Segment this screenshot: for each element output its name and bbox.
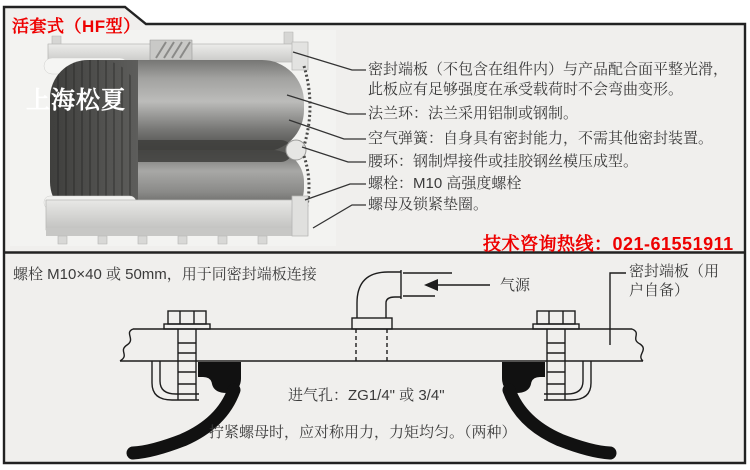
callout-seal-plate-1: 密封端板（不包含在组件内）与产品配合面平整光滑， bbox=[368, 61, 729, 78]
brand-watermark: 上海松夏 bbox=[26, 87, 126, 114]
bottom-flange-plate bbox=[46, 200, 304, 230]
callout-air-spring: 空气弹簧：自身具有密封能力，不需其他密封装置。 bbox=[368, 130, 714, 147]
plate-lip bbox=[46, 228, 304, 236]
inlet-spec-note: 进气孔：ZG1/4" 或 3/4" bbox=[288, 387, 445, 404]
hotline-phone: 技术咨询热线：021-61551911 bbox=[483, 234, 734, 254]
callout-bolt: 螺栓：M10 高强度螺栓 bbox=[368, 175, 522, 192]
seal-plate-label bbox=[629, 262, 719, 300]
bolt-spec-note: 螺栓 M10×40 或 50mm，用于同密封端板连接 bbox=[13, 266, 317, 283]
callout-seal-plate-2: 此板应有足够强度在承受载荷时不会弯曲变形。 bbox=[368, 81, 684, 98]
plate-end-cap bbox=[292, 196, 308, 236]
callout-nut-washer: 螺母及锁紧垫圈。 bbox=[368, 196, 489, 213]
seal-plate-label-line1: 密封端板（用 bbox=[629, 263, 720, 280]
tighten-note: 拧紧螺母时，应对称用力，力矩均匀。（两种） bbox=[209, 424, 517, 441]
seal-plate-label-line2: 户自备） bbox=[629, 282, 690, 299]
callout-waist-ring: 腰环：钢制焊接件或挂胶钢丝模压成型。 bbox=[368, 153, 639, 170]
page-title: 活套式（HF型） bbox=[12, 17, 141, 36]
air-spring-photo bbox=[10, 30, 336, 246]
air-source-label: 气源 bbox=[500, 277, 531, 294]
callout-flange-ring: 法兰环：法兰采用铝制或钢制。 bbox=[368, 105, 579, 122]
air-fitting bbox=[150, 40, 192, 60]
